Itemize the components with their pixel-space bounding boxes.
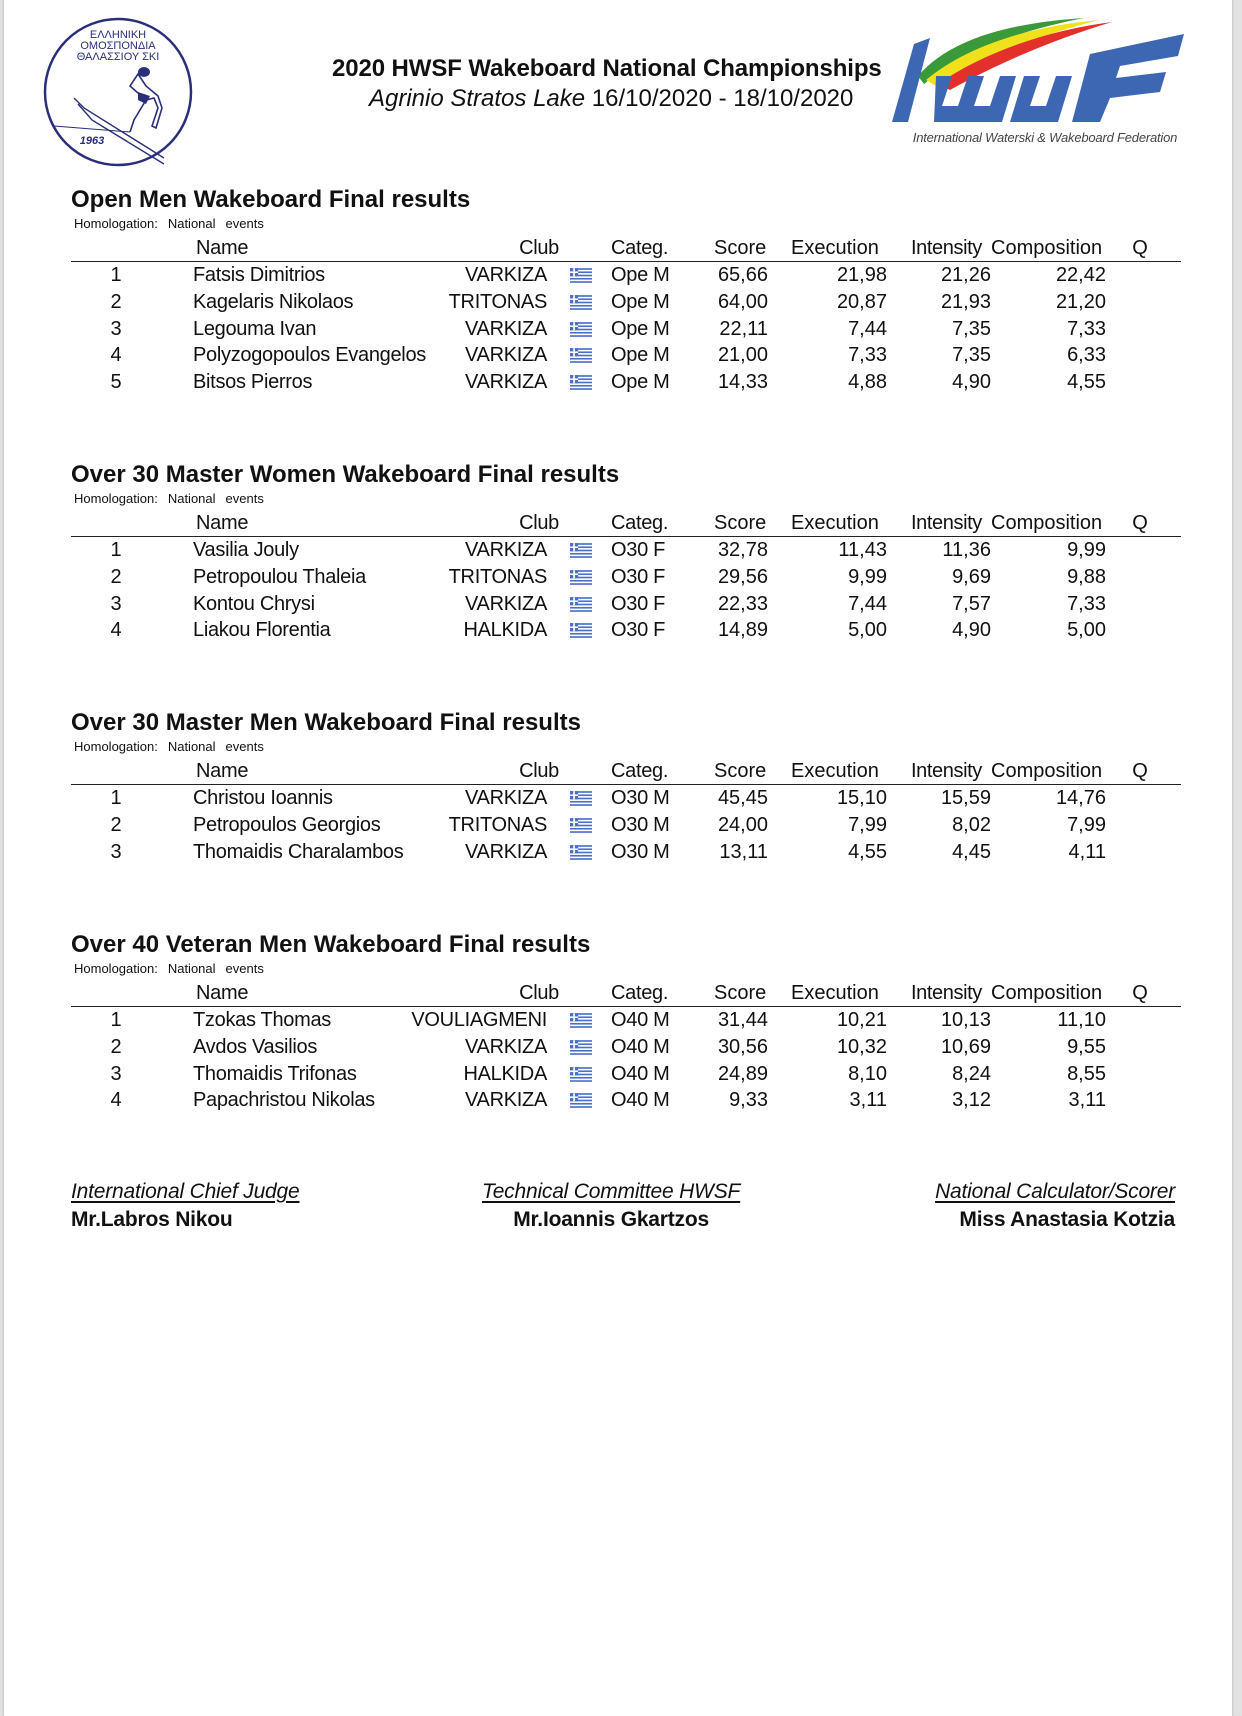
col-composition: Composition bbox=[991, 512, 1103, 534]
composition: 5,00 bbox=[1067, 619, 1106, 642]
rank: 3 bbox=[110, 317, 122, 340]
athlete-name: Legouma Ivan bbox=[193, 317, 317, 340]
col-categ: Categ. bbox=[611, 982, 669, 1004]
execution: 10,32 bbox=[836, 1035, 887, 1058]
athlete-name: Vasilia Jouly bbox=[193, 539, 299, 561]
signature-person: Miss Anastasia Kotzia bbox=[959, 1208, 1175, 1231]
table-row bbox=[71, 785, 1181, 812]
col-composition: Composition bbox=[991, 982, 1103, 1004]
col-intensity: Intensity bbox=[911, 237, 982, 259]
col-q: Q bbox=[1132, 237, 1148, 259]
greece-flag-icon bbox=[570, 597, 592, 612]
club: VOULIAGMENI bbox=[411, 1009, 547, 1031]
document-page bbox=[4, 0, 1232, 1716]
score: 24,89 bbox=[717, 1062, 768, 1085]
table-row bbox=[71, 1007, 1181, 1034]
homologation: Homologation: National events bbox=[74, 491, 264, 506]
svg-text:ΘΑΛΑΣΣΙΟΥ ΣΚΙ: ΘΑΛΑΣΣΙΟΥ ΣΚΙ bbox=[76, 51, 160, 63]
club: VARKIZA bbox=[465, 264, 547, 286]
col-club: Club bbox=[519, 982, 559, 1004]
club: TRITONAS bbox=[448, 813, 547, 836]
category: Ope M bbox=[611, 371, 670, 394]
results-table bbox=[71, 758, 1181, 865]
athlete-name: Christou Ioannis bbox=[193, 787, 333, 809]
rank: 4 bbox=[110, 344, 122, 367]
table-row bbox=[71, 537, 1181, 564]
category: O30 M bbox=[611, 813, 670, 836]
athlete-name: Avdos Vasilios bbox=[193, 1035, 318, 1058]
greece-flag-icon bbox=[570, 295, 592, 310]
col-q: Q bbox=[1132, 512, 1148, 534]
greece-flag-icon bbox=[570, 623, 592, 638]
table-header bbox=[71, 758, 1181, 785]
rank: 5 bbox=[110, 371, 122, 394]
composition: 3,11 bbox=[1068, 1089, 1106, 1112]
execution: 7,33 bbox=[848, 344, 887, 367]
score: 24,00 bbox=[717, 813, 768, 836]
intensity: 21,93 bbox=[940, 290, 991, 313]
greece-flag-icon bbox=[570, 818, 592, 833]
athlete-name: Liakou Florentia bbox=[193, 619, 331, 642]
svg-text:ΟΜΟΣΠΟΝΔΙΑ: ΟΜΟΣΠΟΝΔΙΑ bbox=[80, 40, 156, 52]
intensity: 3,12 bbox=[952, 1089, 991, 1112]
intensity: 9,69 bbox=[952, 565, 991, 588]
composition: 11,10 bbox=[1057, 1009, 1106, 1031]
score: 22,11 bbox=[719, 317, 768, 340]
athlete-name: Polyzogopoulos Evangelos bbox=[193, 344, 426, 367]
table-row bbox=[71, 316, 1181, 343]
execution: 4,88 bbox=[848, 371, 887, 394]
club: VARKIZA bbox=[465, 539, 547, 561]
table-row bbox=[71, 369, 1181, 396]
score: 14,33 bbox=[717, 371, 768, 394]
composition: 7,33 bbox=[1067, 592, 1106, 615]
section-title: Over 30 Master Women Wakeboard Final results bbox=[71, 461, 620, 488]
col-execution: Execution bbox=[791, 760, 879, 782]
athlete-name: Bitsos Pierros bbox=[193, 371, 313, 394]
execution: 21,98 bbox=[836, 264, 887, 286]
table-row bbox=[71, 1034, 1181, 1061]
signature-role: National Calculator/Scorer bbox=[935, 1180, 1175, 1203]
col-name: Name bbox=[196, 760, 249, 782]
section-title: Open Men Wakeboard Final results bbox=[71, 186, 471, 213]
intensity: 15,59 bbox=[940, 787, 991, 809]
intensity: 7,35 bbox=[952, 344, 991, 367]
category: O40 M bbox=[611, 1089, 670, 1112]
results-table bbox=[71, 510, 1181, 644]
col-name: Name bbox=[196, 237, 249, 259]
score: 9,33 bbox=[729, 1089, 768, 1112]
col-club: Club bbox=[519, 760, 559, 782]
col-execution: Execution bbox=[791, 982, 879, 1004]
document-subtitle bbox=[369, 85, 853, 113]
execution: 8,10 bbox=[848, 1062, 887, 1085]
results-section-o40-men bbox=[71, 930, 1181, 1114]
execution: 11,43 bbox=[838, 539, 887, 561]
category: O30 F bbox=[611, 565, 666, 588]
signature-technical-committee bbox=[482, 1180, 740, 1232]
intensity: 10,13 bbox=[940, 1009, 991, 1031]
execution: 5,00 bbox=[848, 619, 887, 642]
category: Ope M bbox=[611, 317, 670, 340]
greece-flag-icon bbox=[570, 570, 592, 585]
athlete-name: Fatsis Dimitrios bbox=[193, 264, 325, 286]
composition: 21,20 bbox=[1055, 290, 1106, 313]
club: VARKIZA bbox=[465, 787, 547, 809]
table-row bbox=[71, 591, 1181, 618]
intensity: 21,26 bbox=[940, 264, 991, 286]
club: HALKIDA bbox=[463, 619, 547, 642]
club: VARKIZA bbox=[465, 344, 547, 367]
club: VARKIZA bbox=[465, 592, 547, 615]
category: O30 M bbox=[611, 787, 670, 809]
greece-flag-icon bbox=[570, 348, 592, 363]
score: 32,78 bbox=[717, 539, 768, 561]
execution: 7,99 bbox=[848, 813, 887, 836]
composition: 7,33 bbox=[1067, 317, 1106, 340]
rank: 1 bbox=[110, 1009, 122, 1031]
col-score: Score bbox=[714, 760, 767, 782]
col-categ: Categ. bbox=[611, 237, 669, 259]
col-composition: Composition bbox=[991, 760, 1103, 782]
score: 21,00 bbox=[717, 344, 768, 367]
composition: 4,55 bbox=[1067, 371, 1106, 394]
category: O30 M bbox=[611, 840, 670, 863]
event-dates: 16/10/2020 - 18/10/2020 bbox=[591, 85, 854, 112]
col-q: Q bbox=[1132, 982, 1148, 1004]
intensity: 4,90 bbox=[952, 371, 991, 394]
rank: 1 bbox=[110, 539, 122, 561]
results-table bbox=[71, 980, 1181, 1114]
rank: 2 bbox=[110, 290, 122, 313]
greece-flag-icon bbox=[570, 375, 592, 390]
signature-scorer bbox=[935, 1180, 1175, 1232]
score: 30,56 bbox=[717, 1035, 768, 1058]
signature-person: Mr.Labros Nikou bbox=[71, 1208, 233, 1231]
table-row bbox=[71, 812, 1181, 839]
composition: 8,55 bbox=[1067, 1062, 1106, 1085]
document-title: 2020 HWSF Wakeboard National Championships bbox=[332, 55, 882, 82]
signature-role: Technical Committee HWSF bbox=[482, 1180, 741, 1203]
composition: 22,42 bbox=[1055, 264, 1106, 286]
results-section-o30-women bbox=[71, 460, 1181, 644]
rank: 1 bbox=[110, 787, 122, 809]
execution: 20,87 bbox=[836, 290, 887, 313]
table-row bbox=[71, 564, 1181, 591]
table-header bbox=[71, 510, 1181, 537]
score: 13,11 bbox=[719, 840, 768, 863]
col-categ: Categ. bbox=[611, 760, 669, 782]
col-composition: Composition bbox=[991, 237, 1103, 259]
athlete-name: Thomaidis Trifonas bbox=[193, 1062, 357, 1085]
club: VARKIZA bbox=[465, 371, 547, 394]
venue: Agrinio Stratos Lake bbox=[369, 85, 586, 112]
greece-flag-icon bbox=[570, 845, 592, 860]
table-row bbox=[71, 617, 1181, 644]
score: 22,33 bbox=[717, 592, 768, 615]
category: O30 F bbox=[611, 539, 666, 561]
category: O30 F bbox=[611, 619, 666, 642]
composition: 4,11 bbox=[1068, 840, 1106, 863]
execution: 4,55 bbox=[848, 840, 887, 863]
table-row bbox=[71, 1061, 1181, 1088]
greece-flag-icon bbox=[570, 543, 592, 558]
svg-text:1963: 1963 bbox=[79, 135, 105, 147]
rank: 4 bbox=[110, 619, 122, 642]
signature-chief-judge bbox=[71, 1180, 300, 1232]
rank: 2 bbox=[110, 1035, 122, 1058]
composition: 6,33 bbox=[1067, 344, 1106, 367]
svg-text:ΕΛΛΗΝΙΚΗ: ΕΛΛΗΝΙΚΗ bbox=[89, 29, 147, 41]
composition: 9,55 bbox=[1067, 1035, 1106, 1058]
intensity: 4,45 bbox=[952, 840, 991, 863]
rank: 1 bbox=[110, 264, 122, 286]
homologation: Homologation: National events bbox=[74, 961, 264, 976]
intensity: 10,69 bbox=[940, 1035, 991, 1058]
col-club: Club bbox=[519, 512, 559, 534]
club: TRITONAS bbox=[448, 565, 547, 588]
execution: 7,44 bbox=[848, 317, 887, 340]
table-row bbox=[71, 839, 1181, 866]
col-intensity: Intensity bbox=[911, 760, 982, 782]
greece-flag-icon bbox=[570, 1093, 592, 1108]
score: 65,66 bbox=[717, 264, 768, 286]
col-execution: Execution bbox=[791, 237, 879, 259]
execution: 9,99 bbox=[848, 565, 887, 588]
table-row bbox=[71, 342, 1181, 369]
greece-flag-icon bbox=[570, 1067, 592, 1082]
score: 31,44 bbox=[717, 1009, 768, 1031]
col-name: Name bbox=[196, 982, 249, 1004]
greece-flag-icon bbox=[570, 268, 592, 283]
category: O30 F bbox=[611, 592, 666, 615]
rank: 3 bbox=[110, 1062, 122, 1085]
table-header bbox=[71, 980, 1181, 1007]
table-header bbox=[71, 235, 1181, 262]
athlete-name: Tzokas Thomas bbox=[193, 1009, 332, 1031]
greece-flag-icon bbox=[570, 1040, 592, 1055]
results-section-o30-men bbox=[71, 708, 1181, 865]
score: 64,00 bbox=[717, 290, 768, 313]
score: 45,45 bbox=[717, 787, 768, 809]
athlete-name: Petropoulou Thaleia bbox=[193, 565, 366, 588]
section-title: Over 30 Master Men Wakeboard Final results bbox=[71, 709, 581, 736]
iwwf-caption: International Waterski & Wakeboard Federation bbox=[912, 130, 1178, 145]
col-score: Score bbox=[714, 512, 767, 534]
execution: 10,21 bbox=[836, 1009, 887, 1031]
greece-flag-icon bbox=[570, 791, 592, 806]
club: VARKIZA bbox=[465, 840, 547, 863]
athlete-name: Petropoulos Georgios bbox=[193, 813, 381, 836]
club: VARKIZA bbox=[465, 1035, 547, 1058]
composition: 9,99 bbox=[1067, 539, 1106, 561]
hwsf-logo-icon bbox=[34, 8, 202, 174]
intensity: 11,36 bbox=[942, 539, 991, 561]
intensity: 7,57 bbox=[952, 592, 991, 615]
execution: 15,10 bbox=[836, 787, 887, 809]
col-club: Club bbox=[519, 237, 559, 259]
athlete-name: Papachristou Nikolas bbox=[193, 1089, 375, 1112]
signature-role: International Chief Judge bbox=[71, 1180, 300, 1203]
athlete-name: Kontou Chrysi bbox=[193, 592, 315, 615]
score: 14,89 bbox=[717, 619, 768, 642]
category: O40 M bbox=[611, 1062, 670, 1085]
intensity: 8,02 bbox=[952, 813, 991, 836]
athlete-name: Kagelaris Nikolaos bbox=[193, 290, 354, 313]
category: O40 M bbox=[611, 1009, 670, 1031]
rank: 3 bbox=[110, 840, 122, 863]
table-row bbox=[71, 289, 1181, 316]
rank: 2 bbox=[110, 813, 122, 836]
club: HALKIDA bbox=[463, 1062, 547, 1085]
section-title: Over 40 Veteran Men Wakeboard Final results bbox=[71, 931, 591, 958]
table-row bbox=[71, 1087, 1181, 1114]
rank: 4 bbox=[110, 1089, 122, 1112]
greece-flag-icon bbox=[570, 322, 592, 337]
col-q: Q bbox=[1132, 760, 1148, 782]
execution: 7,44 bbox=[848, 592, 887, 615]
results-section-open-men bbox=[71, 185, 1181, 396]
homologation: Homologation: National events bbox=[74, 739, 264, 754]
signature-person: Mr.Ioannis Gkartzos bbox=[513, 1208, 709, 1231]
intensity: 4,90 bbox=[952, 619, 991, 642]
table-row bbox=[71, 262, 1181, 289]
composition: 9,88 bbox=[1067, 565, 1106, 588]
athlete-name: Thomaidis Charalambos bbox=[193, 840, 404, 863]
club: VARKIZA bbox=[465, 1089, 547, 1112]
rank: 2 bbox=[110, 565, 122, 588]
category: Ope M bbox=[611, 290, 670, 313]
col-score: Score bbox=[714, 237, 767, 259]
execution: 3,11 bbox=[849, 1089, 887, 1112]
greece-flag-icon bbox=[570, 1013, 592, 1028]
intensity: 7,35 bbox=[952, 317, 991, 340]
composition: 14,76 bbox=[1055, 787, 1106, 809]
col-intensity: Intensity bbox=[911, 512, 982, 534]
category: O40 M bbox=[611, 1035, 670, 1058]
col-execution: Execution bbox=[791, 512, 879, 534]
club: VARKIZA bbox=[465, 317, 547, 340]
col-intensity: Intensity bbox=[911, 982, 982, 1004]
col-name: Name bbox=[196, 512, 249, 534]
composition: 7,99 bbox=[1067, 813, 1106, 836]
homologation: Homologation: National events bbox=[74, 216, 264, 231]
intensity: 8,24 bbox=[952, 1062, 991, 1085]
club: TRITONAS bbox=[448, 290, 547, 313]
rank: 3 bbox=[110, 592, 122, 615]
col-score: Score bbox=[714, 982, 767, 1004]
category: Ope M bbox=[611, 344, 670, 367]
score: 29,56 bbox=[717, 565, 768, 588]
col-categ: Categ. bbox=[611, 512, 669, 534]
category: Ope M bbox=[611, 264, 670, 286]
results-table bbox=[71, 235, 1181, 396]
